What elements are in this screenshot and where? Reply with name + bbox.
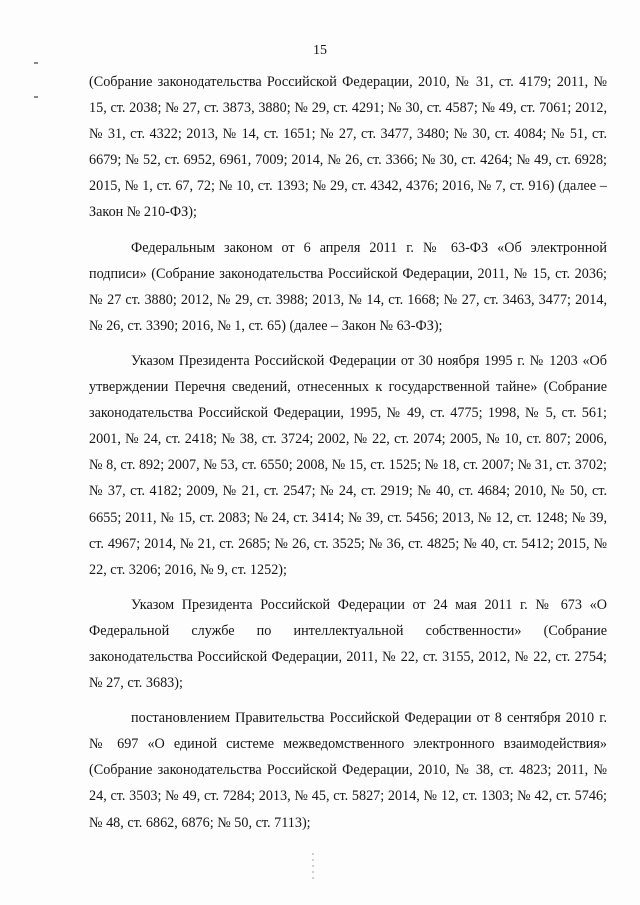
scan-mark <box>34 62 38 64</box>
document-body <box>89 69 607 845</box>
paragraph-law-210-citations: (Собрание законодательства Российской Федерации, 2010, № 31, ст. 4179; 2011, № 15, ст. 2038; № 27, ст. 3873, 3880; № 29, ст. 4291; № 30, ст. 4587; № 49, ст. 7061; 2012, № 31, ст. 4322; 2013, № 14, ст. 1651; № 27, ст. 3477, 3480; № 30, ст. 4084; № 51, ст. 6679; № 52, ст. 6952, 6961, 7009; 2014, № 26, ст. 3366; № 30, ст. 4264; № 49, ст. 6928; 2015, № 1, ст. 67, 72; № 10, ст. 1393; № 29, ст. 4342, 4376; 2016, № 7, ст. 916) (далее – Закон № 210-ФЗ); <box>89 74 607 221</box>
scan-artifact <box>312 853 314 883</box>
paragraph-decree-1203: Указом Президента Российской Федерации от 30 ноября 1995 г. № 1203 «Об утверждении Перечня сведений, отнесенных к государственной тайне» (Собрание законодательства Российской Федерации, 1995, № 49, ст. 4775; 1998, № 5, ст. 561; 2001, № 24, ст. 2418; № 38, ст. 3724; 2002, № 22, ст. 2074; 2005, № 10, ст. 807; 2006, № 8, ст. 892; 2007, № 53, ст. 6550; 2008, № 15, ст. 1525; № 18, ст. 2007; № 31, ст. 3702; № 37, ст. 4182; 2009, № 21, ст. 2547; № 24, ст. 2919; № 40, ст. 4684; 2010, № 50, ст. 6655; 2011, № 15, ст. 2083; № 24, ст. 3414; № 39, ст. 5456; 2013, № 12, ст. 1248; № 39, ст. 4967; 2014, № 21, ст. 2685; № 26, ст. 3525; № 36, ст. 4825; № 40, ст. 5412; 2015, № 22, ст. 3206; 2016, № 9, ст. 1252); <box>89 352 607 578</box>
page-number: 15 <box>313 43 327 58</box>
paragraph-decree-673: Указом Президента Российской Федерации от 24 мая 2011 г. № 673 «О Федеральной службе по интеллектуальной собственности» (Собрание законодательства Российской Федерации, 2011, № 22, ст. 3155, 2012, № 22, ст. 2754; № 27, ст. 3683); <box>89 596 607 692</box>
paragraph-law-63-fz: Федеральным законом от 6 апреля 2011 г. № 63-ФЗ «Об электронной подписи» (Собрание законодательства Российской Федерации, 2011, № 15, ст. 2036; № 27 ст. 3880; 2012, № 29, ст. 3988; 2013, № 14, ст. 1668; № 27, ст. 3463, 3477; 2014, № 26, ст. 3390; 2016, № 1, ст. 65) (далее – Закон № 63-ФЗ); <box>89 239 607 334</box>
paragraph-resolution-697: постановлением Правительства Российской Федерации от 8 сентября 2010 г. № 697 «О единой системе межведомственного электронного взаимодействия» (Собрание законодательства Российской Федерации, 2010, № 38, ст. 4823; 2011, № 24, ст. 3503; № 49, ст. 7284; 2013, № 45, ст. 5827; 2014, № 12, ст. 1303; № 42, ст. 5746; № 48, ст. 6862, 6876; № 50, ст. 7113); <box>89 710 607 831</box>
scan-mark <box>34 96 38 98</box>
